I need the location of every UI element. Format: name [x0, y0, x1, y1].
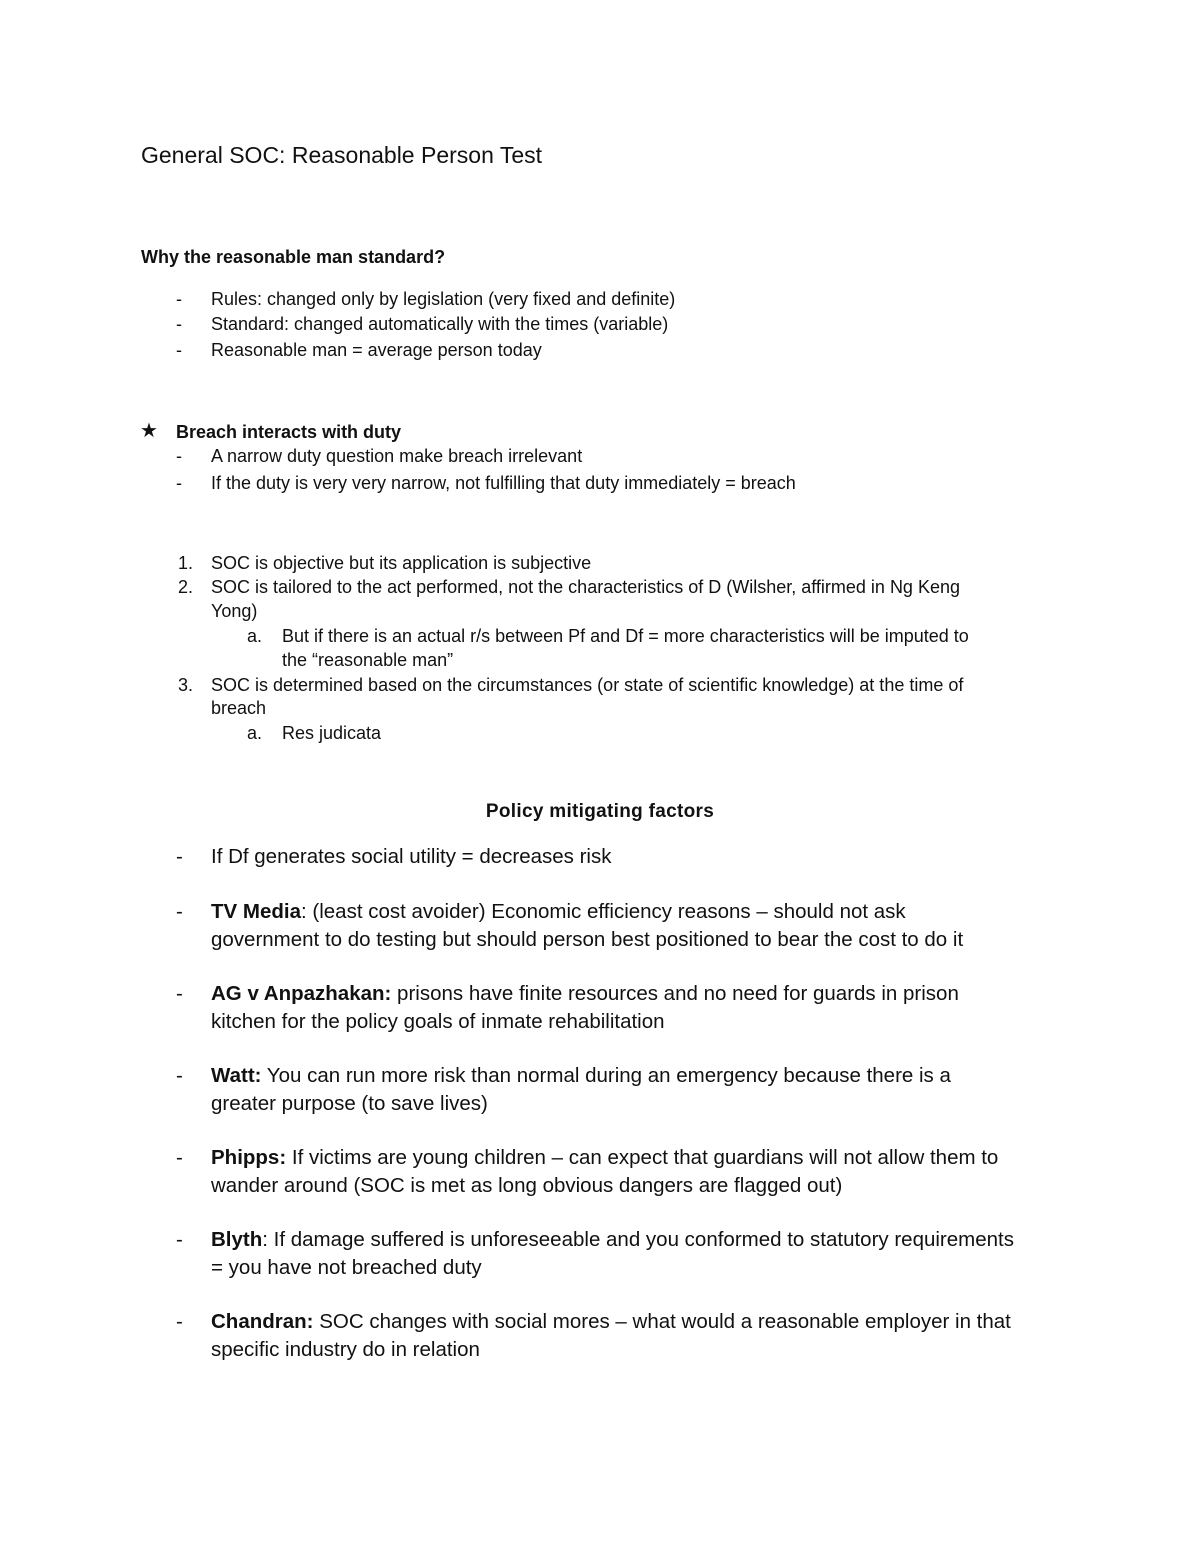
list-item: SOC is tailored to the act performed, not the characteristics of D (Wilsher, affirmed in Ng Keng — [211, 577, 960, 597]
list-number: 1. — [177, 553, 193, 573]
bullet-dash: - — [176, 289, 182, 309]
case-name: AG v Anpazhakan: — [211, 982, 392, 1005]
policy-text: You can run more risk than normal during an emergency because there is a — [261, 1064, 951, 1087]
policy-item — [211, 980, 959, 1008]
policy-text: If Df generates social utility = decreases risk — [211, 845, 612, 868]
policy-item-continuation: specific industry do in relation — [211, 1338, 480, 1361]
policy-item-continuation: government to do testing but should person best positioned to bear the cost to do it — [211, 928, 964, 951]
policy-text: SOC changes with social mores – what would a reasonable employer in that — [313, 1310, 1011, 1333]
policy-item — [211, 898, 906, 926]
policy-text: : If damage suffered is unforeseeable and you conformed to statutory requirements — [262, 1228, 1014, 1251]
sub-list-letter: a. — [246, 626, 262, 646]
list-number: 2. — [177, 577, 193, 597]
policy-item-continuation: wander around (SOC is met as long obvious dangers are flagged out) — [211, 1174, 843, 1197]
policy-item-continuation: greater purpose (to save lives) — [211, 1092, 488, 1115]
list-item: A narrow duty question make breach irrelevant — [211, 446, 583, 466]
sub-list-item-continuation: the “reasonable man” — [282, 650, 454, 670]
list-item: If the duty is very very narrow, not fulfilling that duty immediately = breach — [211, 473, 796, 493]
policy-item-continuation: kitchen for the policy goals of inmate rehabilitation — [211, 1010, 665, 1033]
sub-list-letter: a. — [246, 723, 262, 743]
bullet-dash: - — [176, 446, 182, 466]
list-number: 3. — [177, 675, 193, 695]
bullet-dash: - — [176, 1228, 183, 1251]
policy-item — [211, 1226, 1014, 1254]
policy-item — [211, 843, 612, 871]
policy-item — [211, 1308, 1011, 1336]
list-item: SOC is objective but its application is subjective — [211, 553, 592, 573]
case-name: Watt: — [211, 1064, 262, 1087]
sub-list-item: Res judicata — [282, 723, 382, 743]
list-item: Standard: changed automatically with the times (variable) — [211, 314, 669, 334]
policy-text: prisons have finite resources and no need for guards in prison — [391, 982, 959, 1005]
why-heading: Why the reasonable man standard? — [141, 247, 446, 267]
policy-item — [211, 1062, 951, 1090]
bullet-dash: - — [176, 314, 182, 334]
policy-text: If victims are young children – can expect that guardians will not allow them to — [286, 1146, 999, 1169]
bullet-dash: - — [176, 473, 182, 493]
bullet-dash: - — [176, 982, 183, 1005]
bullet-dash: - — [176, 1146, 183, 1169]
policy-item — [211, 1144, 998, 1172]
bullet-dash: - — [176, 845, 183, 868]
bullet-dash: - — [176, 1064, 183, 1087]
list-item-continuation: breach — [211, 698, 267, 718]
list-item: Reasonable man = average person today — [211, 340, 542, 360]
list-item: Rules: changed only by legislation (very fixed and definite) — [211, 289, 676, 309]
list-item-continuation: Yong) — [211, 601, 258, 621]
policy-item-continuation: = you have not breached duty — [211, 1256, 482, 1279]
bullet-dash: - — [176, 340, 182, 360]
policy-text: : (least cost avoider) Economic efficiency reasons – should not ask — [301, 900, 906, 923]
bullet-dash: - — [176, 1310, 183, 1333]
sub-list-item: But if there is an actual r/s between Pf and Df = more characteristics will be imputed to — [282, 626, 969, 646]
case-name: TV Media — [211, 900, 301, 923]
case-name: Blyth — [211, 1228, 263, 1251]
page-title: General SOC: Reasonable Person Test — [141, 142, 543, 168]
list-item: SOC is determined based on the circumstances (or state of scientific knowledge) at the time of — [211, 675, 964, 695]
case-name: Chandran: — [211, 1310, 314, 1333]
breach-heading: Breach interacts with duty — [176, 422, 402, 442]
star-icon: ★ — [140, 420, 158, 442]
bullet-dash: - — [176, 900, 183, 923]
case-name: Phipps: — [211, 1146, 287, 1169]
policy-heading: Policy mitigating factors — [485, 801, 715, 822]
